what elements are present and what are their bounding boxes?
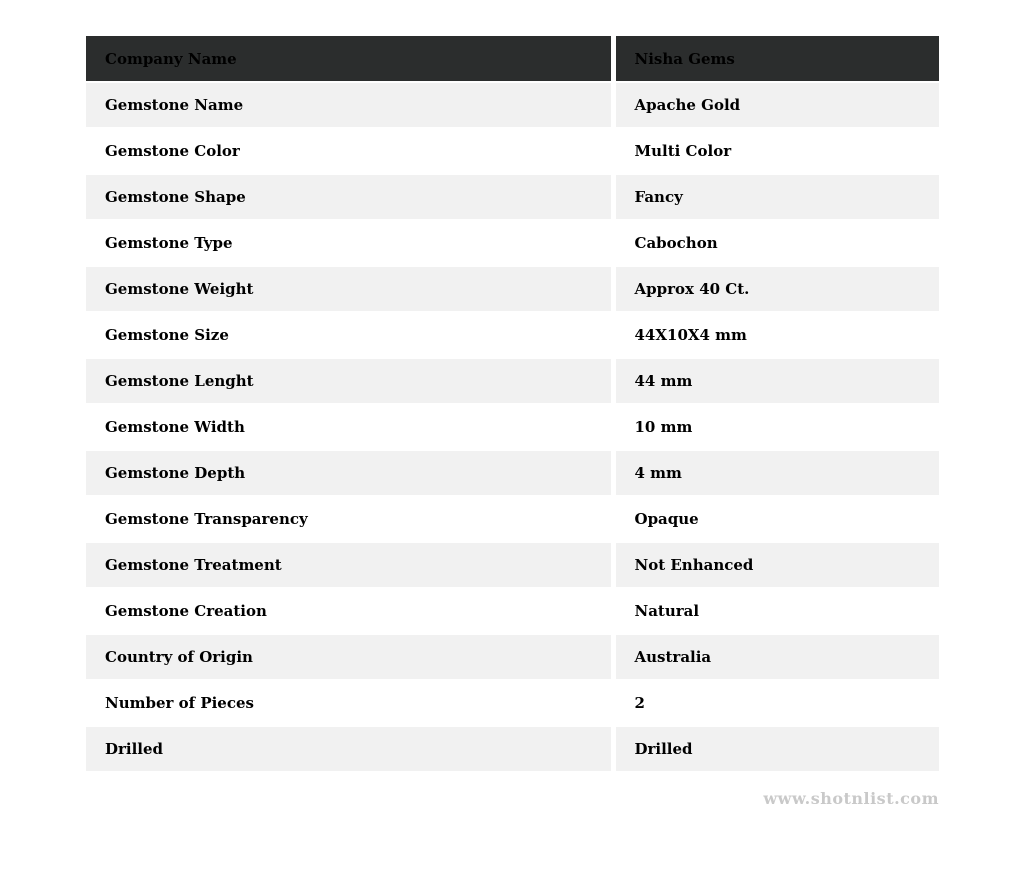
spec-value: Multi Color (613, 128, 939, 174)
spec-label: Gemstone Depth (86, 450, 613, 496)
spec-label: Gemstone Weight (86, 266, 613, 312)
table-row (86, 450, 939, 496)
spec-label: Gemstone Shape (86, 174, 613, 220)
spec-label: Drilled (86, 726, 613, 772)
table-row (86, 128, 939, 174)
table-row (86, 634, 939, 680)
table-row (86, 266, 939, 312)
spec-label: Gemstone Color (86, 128, 613, 174)
table-row (86, 542, 939, 588)
spec-value: 44X10X4 mm (613, 312, 939, 358)
watermark-text: www.shotnlist.com (763, 789, 939, 808)
table-header-row (86, 36, 939, 82)
spec-label: Gemstone Width (86, 404, 613, 450)
spec-label: Gemstone Transparency (86, 496, 613, 542)
spec-label: Country of Origin (86, 634, 613, 680)
spec-value: Fancy (613, 174, 939, 220)
table-row (86, 404, 939, 450)
spec-value: Not Enhanced (613, 542, 939, 588)
spec-value: Apache Gold (613, 82, 939, 128)
table-row (86, 726, 939, 772)
spec-label: Gemstone Creation (86, 588, 613, 634)
spec-label: Gemstone Size (86, 312, 613, 358)
spec-value: Cabochon (613, 220, 939, 266)
spec-label: Gemstone Lenght (86, 358, 613, 404)
spec-value: Opaque (613, 496, 939, 542)
table-row (86, 312, 939, 358)
table-row (86, 680, 939, 726)
spec-value: Approx 40 Ct. (613, 266, 939, 312)
table-row (86, 174, 939, 220)
header-label-company-name: Company Name (86, 36, 613, 82)
gemstone-spec-table (86, 36, 939, 773)
spec-label: Gemstone Name (86, 82, 613, 128)
spec-label: Gemstone Treatment (86, 542, 613, 588)
spec-value: 4 mm (613, 450, 939, 496)
spec-value: Natural (613, 588, 939, 634)
spec-value: Drilled (613, 726, 939, 772)
spec-value: 44 mm (613, 358, 939, 404)
table-row (86, 588, 939, 634)
spec-value: Australia (613, 634, 939, 680)
spec-value: 2 (613, 680, 939, 726)
table-row (86, 82, 939, 128)
spec-label: Gemstone Type (86, 220, 613, 266)
table-row (86, 358, 939, 404)
table-row (86, 496, 939, 542)
table-body (86, 82, 939, 772)
gemstone-spec-panel (86, 36, 939, 808)
header-value-company: Nisha Gems (613, 36, 939, 82)
spec-label: Number of Pieces (86, 680, 613, 726)
table-row (86, 220, 939, 266)
spec-value: 10 mm (613, 404, 939, 450)
